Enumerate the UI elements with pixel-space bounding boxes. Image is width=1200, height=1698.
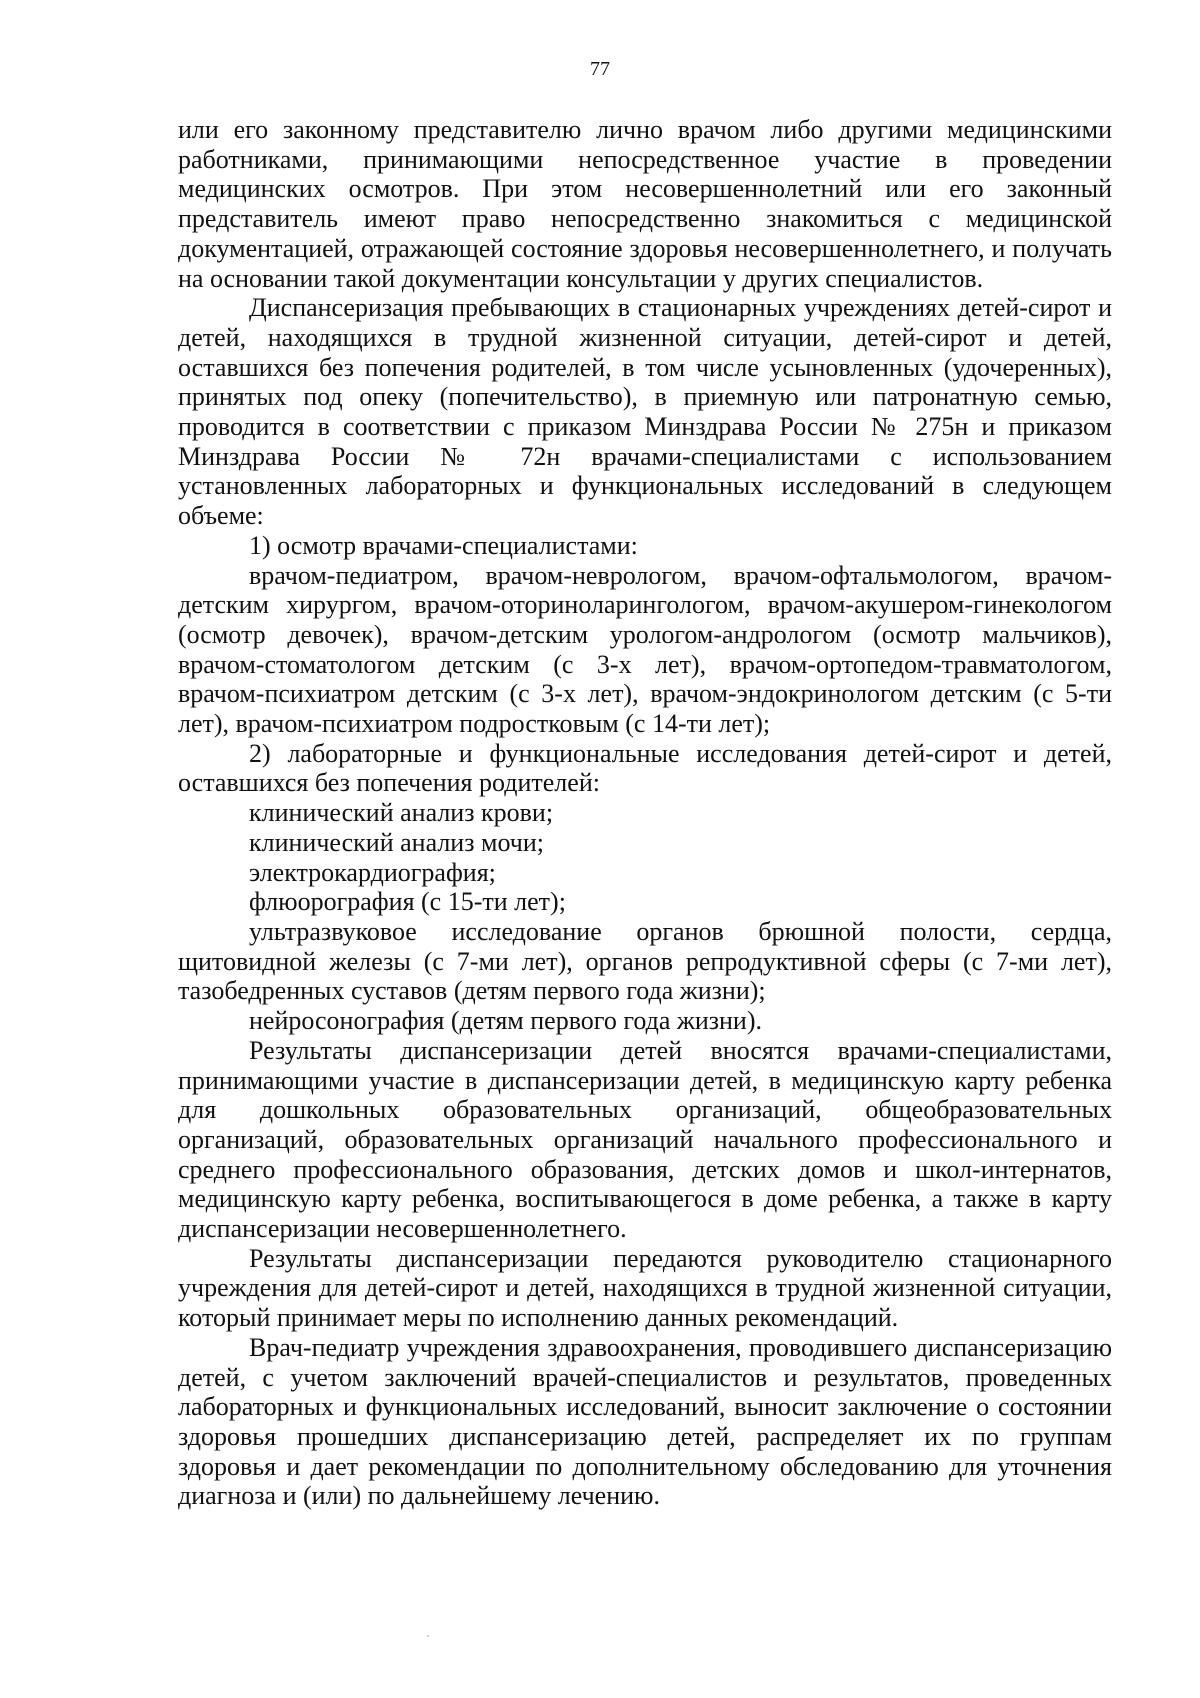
list-item-ecg: электрокардиография; — [249, 857, 496, 887]
list-item-ultrasound: ультразвуковое исследование органов брюшной полости, сердца, щитовидной железы (с 7-ми лет), органов репродуктивной сферы (с 7-ми лет), тазобедренных суставов (детям первого года жизни); — [178, 916, 1112, 1006]
page-number: 77 — [590, 58, 610, 80]
paragraph-results-recorded: Результаты диспансеризации детей вносятся врачами-специалистами, принимающими участие в диспансеризации детей, в медицинскую карту ребенка для дошкольных образовательных организаций, общеобразовательных организаций, образовательных организаций начального профессионального и среднего профессионального образования, детских домов и школ-интернатов, медицинскую карту ребенка, воспитывающегося в доме ребенка, а также в карту диспансеризации несовершеннолетнего. — [178, 1035, 1112, 1244]
scan-speck — [427, 1635, 429, 1637]
paragraph-dispensary-scope: Диспансеризация пребывающих в стационарных учреждениях детей-сирот и детей, находящихся в трудной жизненной ситуации, детей-сирот и детей, оставшихся без попечения родителей, в том числе усыновленных (удочеренных), принятых под опеку (попечительство), в приемную или патронатную семью, проводится в соответствии с приказом Минздрава России № 275н и приказом Минздрава России № 72н врачами-специалистами с использованием установленных лабораторных и функциональных исследований в следующем объеме: — [178, 293, 1112, 531]
paragraph-pediatrician-conclusion: Врач-педиатр учреждения здравоохранения, проводившего диспансеризацию детей, с учетом заключений врачей-специалистов и результатов, проведенных лабораторных и функциональных исследований, выносит заключение о состоянии здоровья прошедших диспансеризацию детей, распределяет их по группам здоровья и дает рекомендации по дополнительному обследованию для уточнения диагноза и (или) по дальнейшему лечению. — [178, 1332, 1112, 1511]
list-item-lab-tests: 2) лабораторные и функциональные исследования детей-сирот и детей, оставшихся без попечения родителей: — [178, 738, 1112, 798]
list-item-neurosonography: нейросонография (детям первого года жизни). — [249, 1006, 762, 1036]
paragraph-continuation: или его законному представителю лично врачом либо другими медицинскими работниками, принимающими непосредственное участие в проведении медицинских осмотров. При этом несовершеннолетний или его законный представитель имеют право непосредственно знакомиться с медицинской документацией, отражающей состояние здоровья несовершеннолетнего, и получать на основании такой документации консультации у других специалистов. — [178, 115, 1112, 293]
paragraph-results-transferred: Результаты диспансеризации передаются руководителю стационарного учреждения для детей-сирот и детей, находящихся в трудной жизненной ситуации, который принимает меры по исполнению данных рекомендаций. — [178, 1243, 1112, 1333]
list-item-specialists: врачом-педиатром, врачом-неврологом, врачом-офтальмологом, врачом-детским хирургом, врачом-оториноларингологом, врачом-акушером-гинекологом (осмотр девочек), врачом-детским урологом-андрологом (осмотр мальчиков), врачом-стоматологом детским (с 3-х лет), врачом-ортопедом-травматологом, врачом-психиатром детским (с 3-х лет), врачом-эндокринологом детским (с 5-ти лет), врачом-психиатром подростковым (с 14-ти лет); — [178, 560, 1112, 739]
list-item-specialist-exam: 1) осмотр врачами-специалистами: — [249, 530, 638, 560]
list-item-urine-test: клинический анализ мочи; — [249, 827, 544, 857]
list-item-blood-test: клинический анализ крови; — [249, 798, 554, 828]
list-item-fluorography: флюорография (с 15-ти лет); — [249, 887, 566, 917]
document-body — [178, 115, 1112, 1511]
